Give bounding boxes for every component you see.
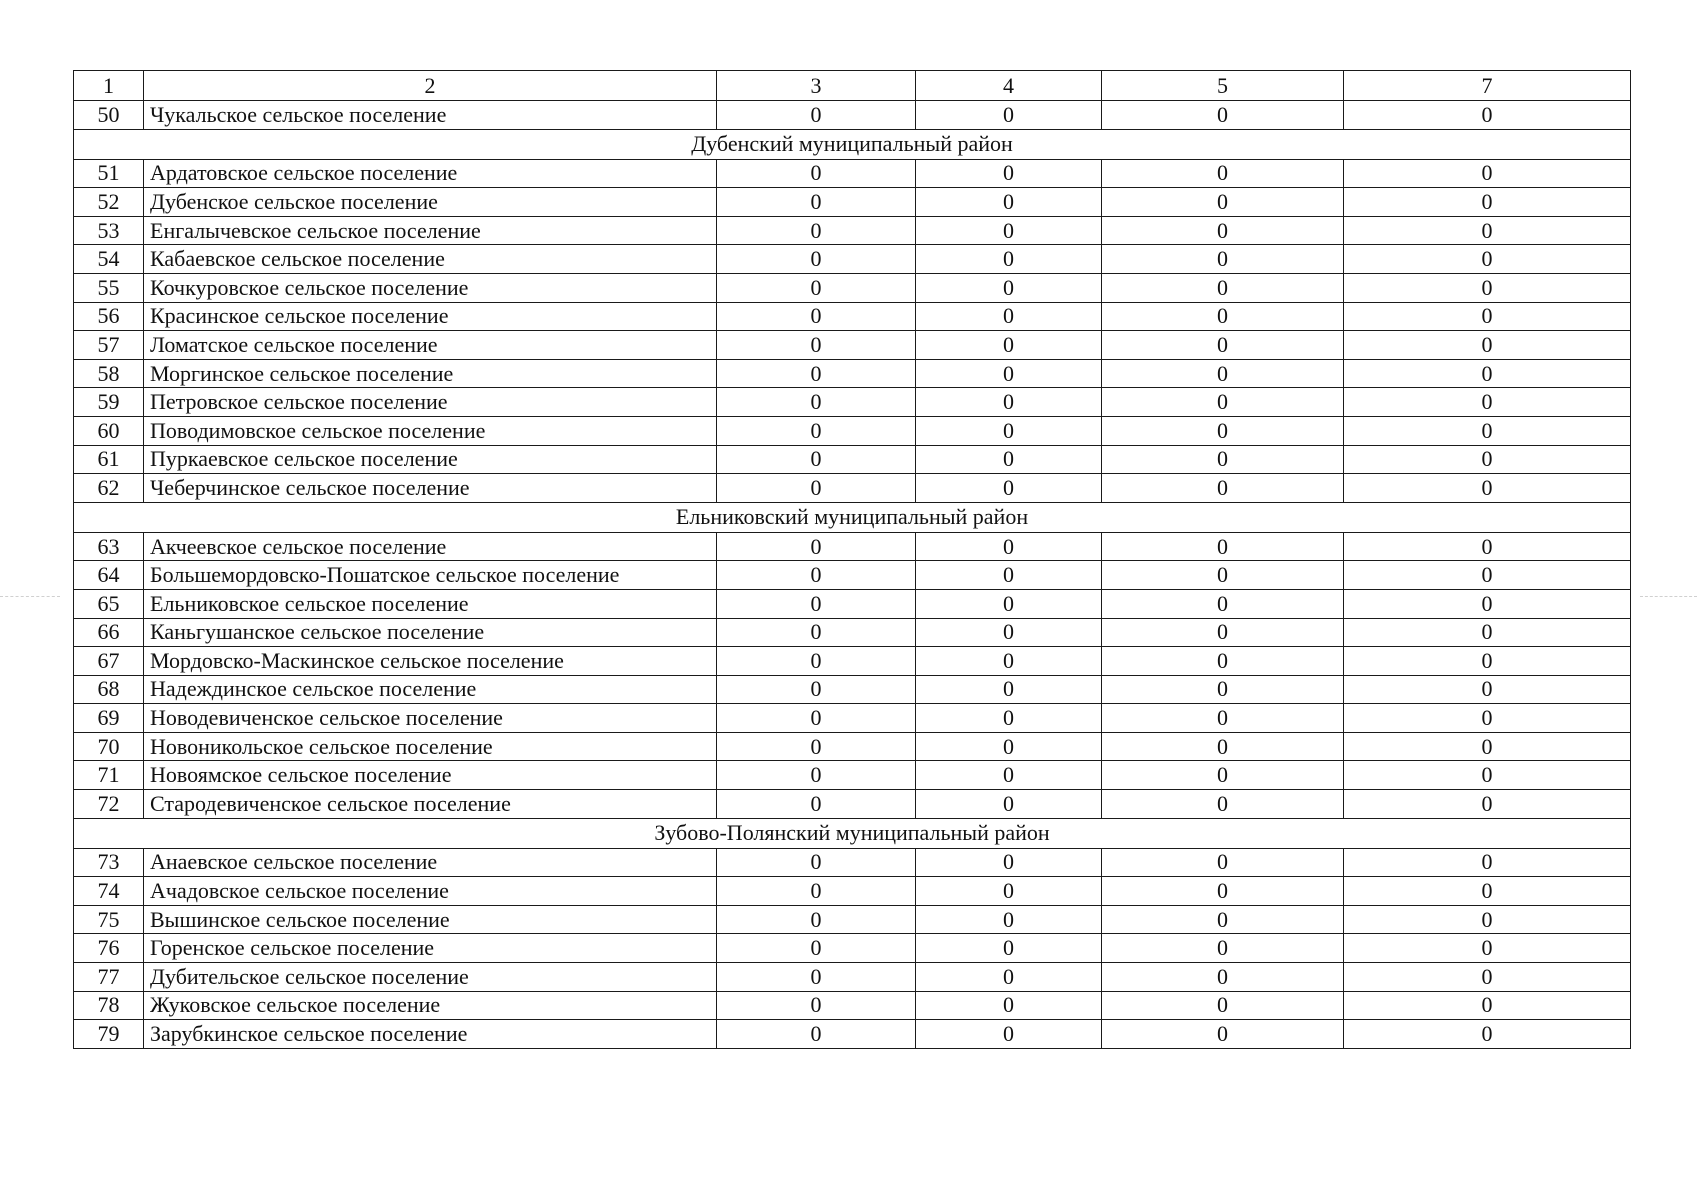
value-col-5-cell: 0: [1102, 532, 1344, 561]
value-col-7-cell: 0: [1344, 331, 1631, 360]
value-col-4-cell: 0: [916, 302, 1102, 331]
table-row: [74, 359, 1631, 388]
value-col-4-cell: 0: [916, 675, 1102, 704]
value-col-5-cell: 0: [1102, 561, 1344, 590]
row-number-cell: 69: [74, 704, 144, 733]
value-col-5-cell: 0: [1102, 790, 1344, 819]
value-col-3-cell: 0: [717, 561, 916, 590]
value-col-3-cell: 0: [717, 761, 916, 790]
row-number-cell: 55: [74, 273, 144, 302]
row-number-cell: 76: [74, 934, 144, 963]
value-col-3-cell: 0: [717, 388, 916, 417]
value-col-3-cell: 0: [717, 704, 916, 733]
value-col-7-cell: 0: [1344, 1020, 1631, 1049]
header-col-1: 1: [74, 71, 144, 101]
header-col-3: 3: [717, 71, 916, 101]
table-row: [74, 991, 1631, 1020]
value-col-7-cell: 0: [1344, 704, 1631, 733]
table-row: [74, 188, 1631, 217]
value-col-3-cell: 0: [717, 188, 916, 217]
value-col-5-cell: 0: [1102, 618, 1344, 647]
settlement-name-cell: Вышинское сельское поселение: [144, 905, 717, 934]
value-col-5-cell: 0: [1102, 877, 1344, 906]
settlement-name-cell: Красинское сельское поселение: [144, 302, 717, 331]
row-number-cell: 51: [74, 159, 144, 188]
value-col-4-cell: 0: [916, 216, 1102, 245]
table-row: [74, 302, 1631, 331]
row-number-cell: 73: [74, 848, 144, 877]
value-col-4-cell: 0: [916, 589, 1102, 618]
table-row: [74, 618, 1631, 647]
value-col-4-cell: 0: [916, 188, 1102, 217]
value-col-7-cell: 0: [1344, 647, 1631, 676]
value-col-4-cell: 0: [916, 1020, 1102, 1049]
row-number-cell: 66: [74, 618, 144, 647]
value-col-5-cell: 0: [1102, 416, 1344, 445]
table-row: [74, 877, 1631, 906]
row-number-cell: 71: [74, 761, 144, 790]
value-col-3-cell: 0: [717, 589, 916, 618]
district-section-row: [74, 502, 1631, 532]
district-title: Ельниковский муниципальный район: [74, 502, 1631, 532]
value-col-4-cell: 0: [916, 877, 1102, 906]
value-col-7-cell: 0: [1344, 675, 1631, 704]
table-row: [74, 704, 1631, 733]
table-row: [74, 445, 1631, 474]
value-col-4-cell: 0: [916, 445, 1102, 474]
value-col-5-cell: 0: [1102, 1020, 1344, 1049]
value-col-5-cell: 0: [1102, 991, 1344, 1020]
value-col-5-cell: 0: [1102, 474, 1344, 503]
settlement-name-cell: Моргинское сельское поселение: [144, 359, 717, 388]
value-col-7-cell: 0: [1344, 532, 1631, 561]
settlement-name-cell: Енгалычевское сельское поселение: [144, 216, 717, 245]
settlement-name-cell: Новоямское сельское поселение: [144, 761, 717, 790]
settlement-name-cell: Кабаевское сельское поселение: [144, 245, 717, 274]
value-col-5-cell: 0: [1102, 216, 1344, 245]
value-col-4-cell: 0: [916, 963, 1102, 992]
table-row: [74, 216, 1631, 245]
value-col-7-cell: 0: [1344, 848, 1631, 877]
header-col-2: 2: [144, 71, 717, 101]
scan-artifact-line-left: [0, 596, 60, 597]
value-col-5-cell: 0: [1102, 963, 1344, 992]
table-row: [74, 245, 1631, 274]
table-row: [74, 159, 1631, 188]
table-row: [74, 101, 1631, 130]
value-col-3-cell: 0: [717, 101, 916, 130]
value-col-3-cell: 0: [717, 991, 916, 1020]
district-section-row: [74, 818, 1631, 848]
value-col-5-cell: 0: [1102, 159, 1344, 188]
value-col-3-cell: 0: [717, 273, 916, 302]
table-row: [74, 388, 1631, 417]
header-col-7: 7: [1344, 71, 1631, 101]
table-row: [74, 934, 1631, 963]
row-number-cell: 56: [74, 302, 144, 331]
value-col-3-cell: 0: [717, 848, 916, 877]
value-col-3-cell: 0: [717, 416, 916, 445]
table-row: [74, 761, 1631, 790]
value-col-3-cell: 0: [717, 302, 916, 331]
value-col-4-cell: 0: [916, 848, 1102, 877]
value-col-4-cell: 0: [916, 618, 1102, 647]
value-col-3-cell: 0: [717, 618, 916, 647]
value-col-7-cell: 0: [1344, 790, 1631, 819]
row-number-cell: 53: [74, 216, 144, 245]
value-col-5-cell: 0: [1102, 359, 1344, 388]
value-col-5-cell: 0: [1102, 848, 1344, 877]
settlements-table: [73, 70, 1631, 1049]
settlement-name-cell: Чеберчинское сельское поселение: [144, 474, 717, 503]
value-col-5-cell: 0: [1102, 445, 1344, 474]
header-col-5: 5: [1102, 71, 1344, 101]
value-col-5-cell: 0: [1102, 273, 1344, 302]
table-body: [74, 71, 1631, 1049]
value-col-7-cell: 0: [1344, 245, 1631, 274]
value-col-4-cell: 0: [916, 159, 1102, 188]
table-row: [74, 675, 1631, 704]
value-col-7-cell: 0: [1344, 302, 1631, 331]
row-number-cell: 54: [74, 245, 144, 274]
settlement-name-cell: Мордовско-Маскинское сельское поселение: [144, 647, 717, 676]
row-number-cell: 63: [74, 532, 144, 561]
table-row: [74, 589, 1631, 618]
value-col-3-cell: 0: [717, 732, 916, 761]
row-number-cell: 68: [74, 675, 144, 704]
value-col-7-cell: 0: [1344, 561, 1631, 590]
settlement-name-cell: Ломатское сельское поселение: [144, 331, 717, 360]
value-col-7-cell: 0: [1344, 963, 1631, 992]
row-number-cell: 59: [74, 388, 144, 417]
value-col-3-cell: 0: [717, 675, 916, 704]
value-col-7-cell: 0: [1344, 445, 1631, 474]
value-col-4-cell: 0: [916, 416, 1102, 445]
value-col-7-cell: 0: [1344, 589, 1631, 618]
value-col-4-cell: 0: [916, 561, 1102, 590]
value-col-4-cell: 0: [916, 101, 1102, 130]
value-col-7-cell: 0: [1344, 732, 1631, 761]
settlement-name-cell: Петровское сельское поселение: [144, 388, 717, 417]
value-col-7-cell: 0: [1344, 388, 1631, 417]
value-col-7-cell: 0: [1344, 101, 1631, 130]
settlement-name-cell: Анаевское сельское поселение: [144, 848, 717, 877]
row-number-cell: 61: [74, 445, 144, 474]
value-col-7-cell: 0: [1344, 474, 1631, 503]
value-col-5-cell: 0: [1102, 101, 1344, 130]
value-col-4-cell: 0: [916, 790, 1102, 819]
value-col-5-cell: 0: [1102, 589, 1344, 618]
row-number-cell: 79: [74, 1020, 144, 1049]
settlement-name-cell: Каньгушанское сельское поселение: [144, 618, 717, 647]
value-col-3-cell: 0: [717, 216, 916, 245]
settlement-name-cell: Поводимовское сельское поселение: [144, 416, 717, 445]
value-col-4-cell: 0: [916, 647, 1102, 676]
settlement-name-cell: Стародевиченское сельское поселение: [144, 790, 717, 819]
value-col-3-cell: 0: [717, 359, 916, 388]
value-col-3-cell: 0: [717, 532, 916, 561]
value-col-3-cell: 0: [717, 790, 916, 819]
value-col-5-cell: 0: [1102, 761, 1344, 790]
table-row: [74, 963, 1631, 992]
district-section-row: [74, 129, 1631, 159]
value-col-5-cell: 0: [1102, 647, 1344, 676]
column-number-header-row: [74, 71, 1631, 101]
value-col-5-cell: 0: [1102, 245, 1344, 274]
scan-artifact-line-right: [1640, 596, 1697, 597]
row-number-cell: 52: [74, 188, 144, 217]
settlement-name-cell: Зарубкинское сельское поселение: [144, 1020, 717, 1049]
value-col-7-cell: 0: [1344, 359, 1631, 388]
row-number-cell: 77: [74, 963, 144, 992]
value-col-3-cell: 0: [717, 647, 916, 676]
table-row: [74, 416, 1631, 445]
row-number-cell: 72: [74, 790, 144, 819]
district-title: Дубенский муниципальный район: [74, 129, 1631, 159]
value-col-4-cell: 0: [916, 359, 1102, 388]
value-col-4-cell: 0: [916, 761, 1102, 790]
table-row: [74, 561, 1631, 590]
settlement-name-cell: Дубенское сельское поселение: [144, 188, 717, 217]
row-number-cell: 57: [74, 331, 144, 360]
value-col-3-cell: 0: [717, 1020, 916, 1049]
settlement-name-cell: Жуковское сельское поселение: [144, 991, 717, 1020]
table-row: [74, 905, 1631, 934]
value-col-5-cell: 0: [1102, 302, 1344, 331]
value-col-7-cell: 0: [1344, 934, 1631, 963]
table-row: [74, 331, 1631, 360]
value-col-4-cell: 0: [916, 532, 1102, 561]
table-row: [74, 790, 1631, 819]
value-col-3-cell: 0: [717, 159, 916, 188]
settlement-name-cell: Кочкуровское сельское поселение: [144, 273, 717, 302]
value-col-7-cell: 0: [1344, 273, 1631, 302]
table-row: [74, 732, 1631, 761]
value-col-4-cell: 0: [916, 388, 1102, 417]
table-row: [74, 273, 1631, 302]
value-col-4-cell: 0: [916, 934, 1102, 963]
table-row: [74, 1020, 1631, 1049]
value-col-7-cell: 0: [1344, 761, 1631, 790]
value-col-3-cell: 0: [717, 963, 916, 992]
value-col-4-cell: 0: [916, 331, 1102, 360]
settlement-name-cell: Большемордовско-Пошатское сельское поселение: [144, 561, 717, 590]
value-col-4-cell: 0: [916, 905, 1102, 934]
row-number-cell: 75: [74, 905, 144, 934]
value-col-4-cell: 0: [916, 245, 1102, 274]
value-col-5-cell: 0: [1102, 331, 1344, 360]
settlement-name-cell: Новодевиченское сельское поселение: [144, 704, 717, 733]
table-row: [74, 848, 1631, 877]
settlement-name-cell: Пуркаевское сельское поселение: [144, 445, 717, 474]
settlement-name-cell: Ачадовское сельское поселение: [144, 877, 717, 906]
settlement-name-cell: Новоникольское сельское поселение: [144, 732, 717, 761]
row-number-cell: 70: [74, 732, 144, 761]
settlement-name-cell: Ардатовское сельское поселение: [144, 159, 717, 188]
table-row: [74, 647, 1631, 676]
row-number-cell: 67: [74, 647, 144, 676]
value-col-4-cell: 0: [916, 273, 1102, 302]
value-col-3-cell: 0: [717, 331, 916, 360]
value-col-4-cell: 0: [916, 474, 1102, 503]
value-col-3-cell: 0: [717, 245, 916, 274]
value-col-7-cell: 0: [1344, 416, 1631, 445]
row-number-cell: 62: [74, 474, 144, 503]
value-col-4-cell: 0: [916, 704, 1102, 733]
row-number-cell: 64: [74, 561, 144, 590]
settlement-name-cell: Горенское сельское поселение: [144, 934, 717, 963]
value-col-3-cell: 0: [717, 474, 916, 503]
table-row: [74, 474, 1631, 503]
value-col-5-cell: 0: [1102, 188, 1344, 217]
value-col-5-cell: 0: [1102, 704, 1344, 733]
row-number-cell: 58: [74, 359, 144, 388]
value-col-7-cell: 0: [1344, 877, 1631, 906]
value-col-5-cell: 0: [1102, 388, 1344, 417]
value-col-7-cell: 0: [1344, 991, 1631, 1020]
settlement-name-cell: Ельниковское сельское поселение: [144, 589, 717, 618]
settlement-name-cell: Дубительское сельское поселение: [144, 963, 717, 992]
value-col-5-cell: 0: [1102, 732, 1344, 761]
value-col-7-cell: 0: [1344, 905, 1631, 934]
value-col-5-cell: 0: [1102, 934, 1344, 963]
district-title: Зубово-Полянский муниципальный район: [74, 818, 1631, 848]
row-number-cell: 65: [74, 589, 144, 618]
value-col-3-cell: 0: [717, 934, 916, 963]
value-col-3-cell: 0: [717, 905, 916, 934]
row-number-cell: 78: [74, 991, 144, 1020]
value-col-3-cell: 0: [717, 877, 916, 906]
row-number-cell: 50: [74, 101, 144, 130]
value-col-7-cell: 0: [1344, 216, 1631, 245]
value-col-7-cell: 0: [1344, 159, 1631, 188]
settlement-name-cell: Надеждинское сельское поселение: [144, 675, 717, 704]
value-col-4-cell: 0: [916, 991, 1102, 1020]
value-col-4-cell: 0: [916, 732, 1102, 761]
row-number-cell: 74: [74, 877, 144, 906]
settlement-name-cell: Чукальское сельское поселение: [144, 101, 717, 130]
value-col-7-cell: 0: [1344, 618, 1631, 647]
value-col-3-cell: 0: [717, 445, 916, 474]
table-row: [74, 532, 1631, 561]
value-col-7-cell: 0: [1344, 188, 1631, 217]
row-number-cell: 60: [74, 416, 144, 445]
value-col-5-cell: 0: [1102, 675, 1344, 704]
value-col-5-cell: 0: [1102, 905, 1344, 934]
header-col-4: 4: [916, 71, 1102, 101]
settlement-name-cell: Акчеевское сельское поселение: [144, 532, 717, 561]
